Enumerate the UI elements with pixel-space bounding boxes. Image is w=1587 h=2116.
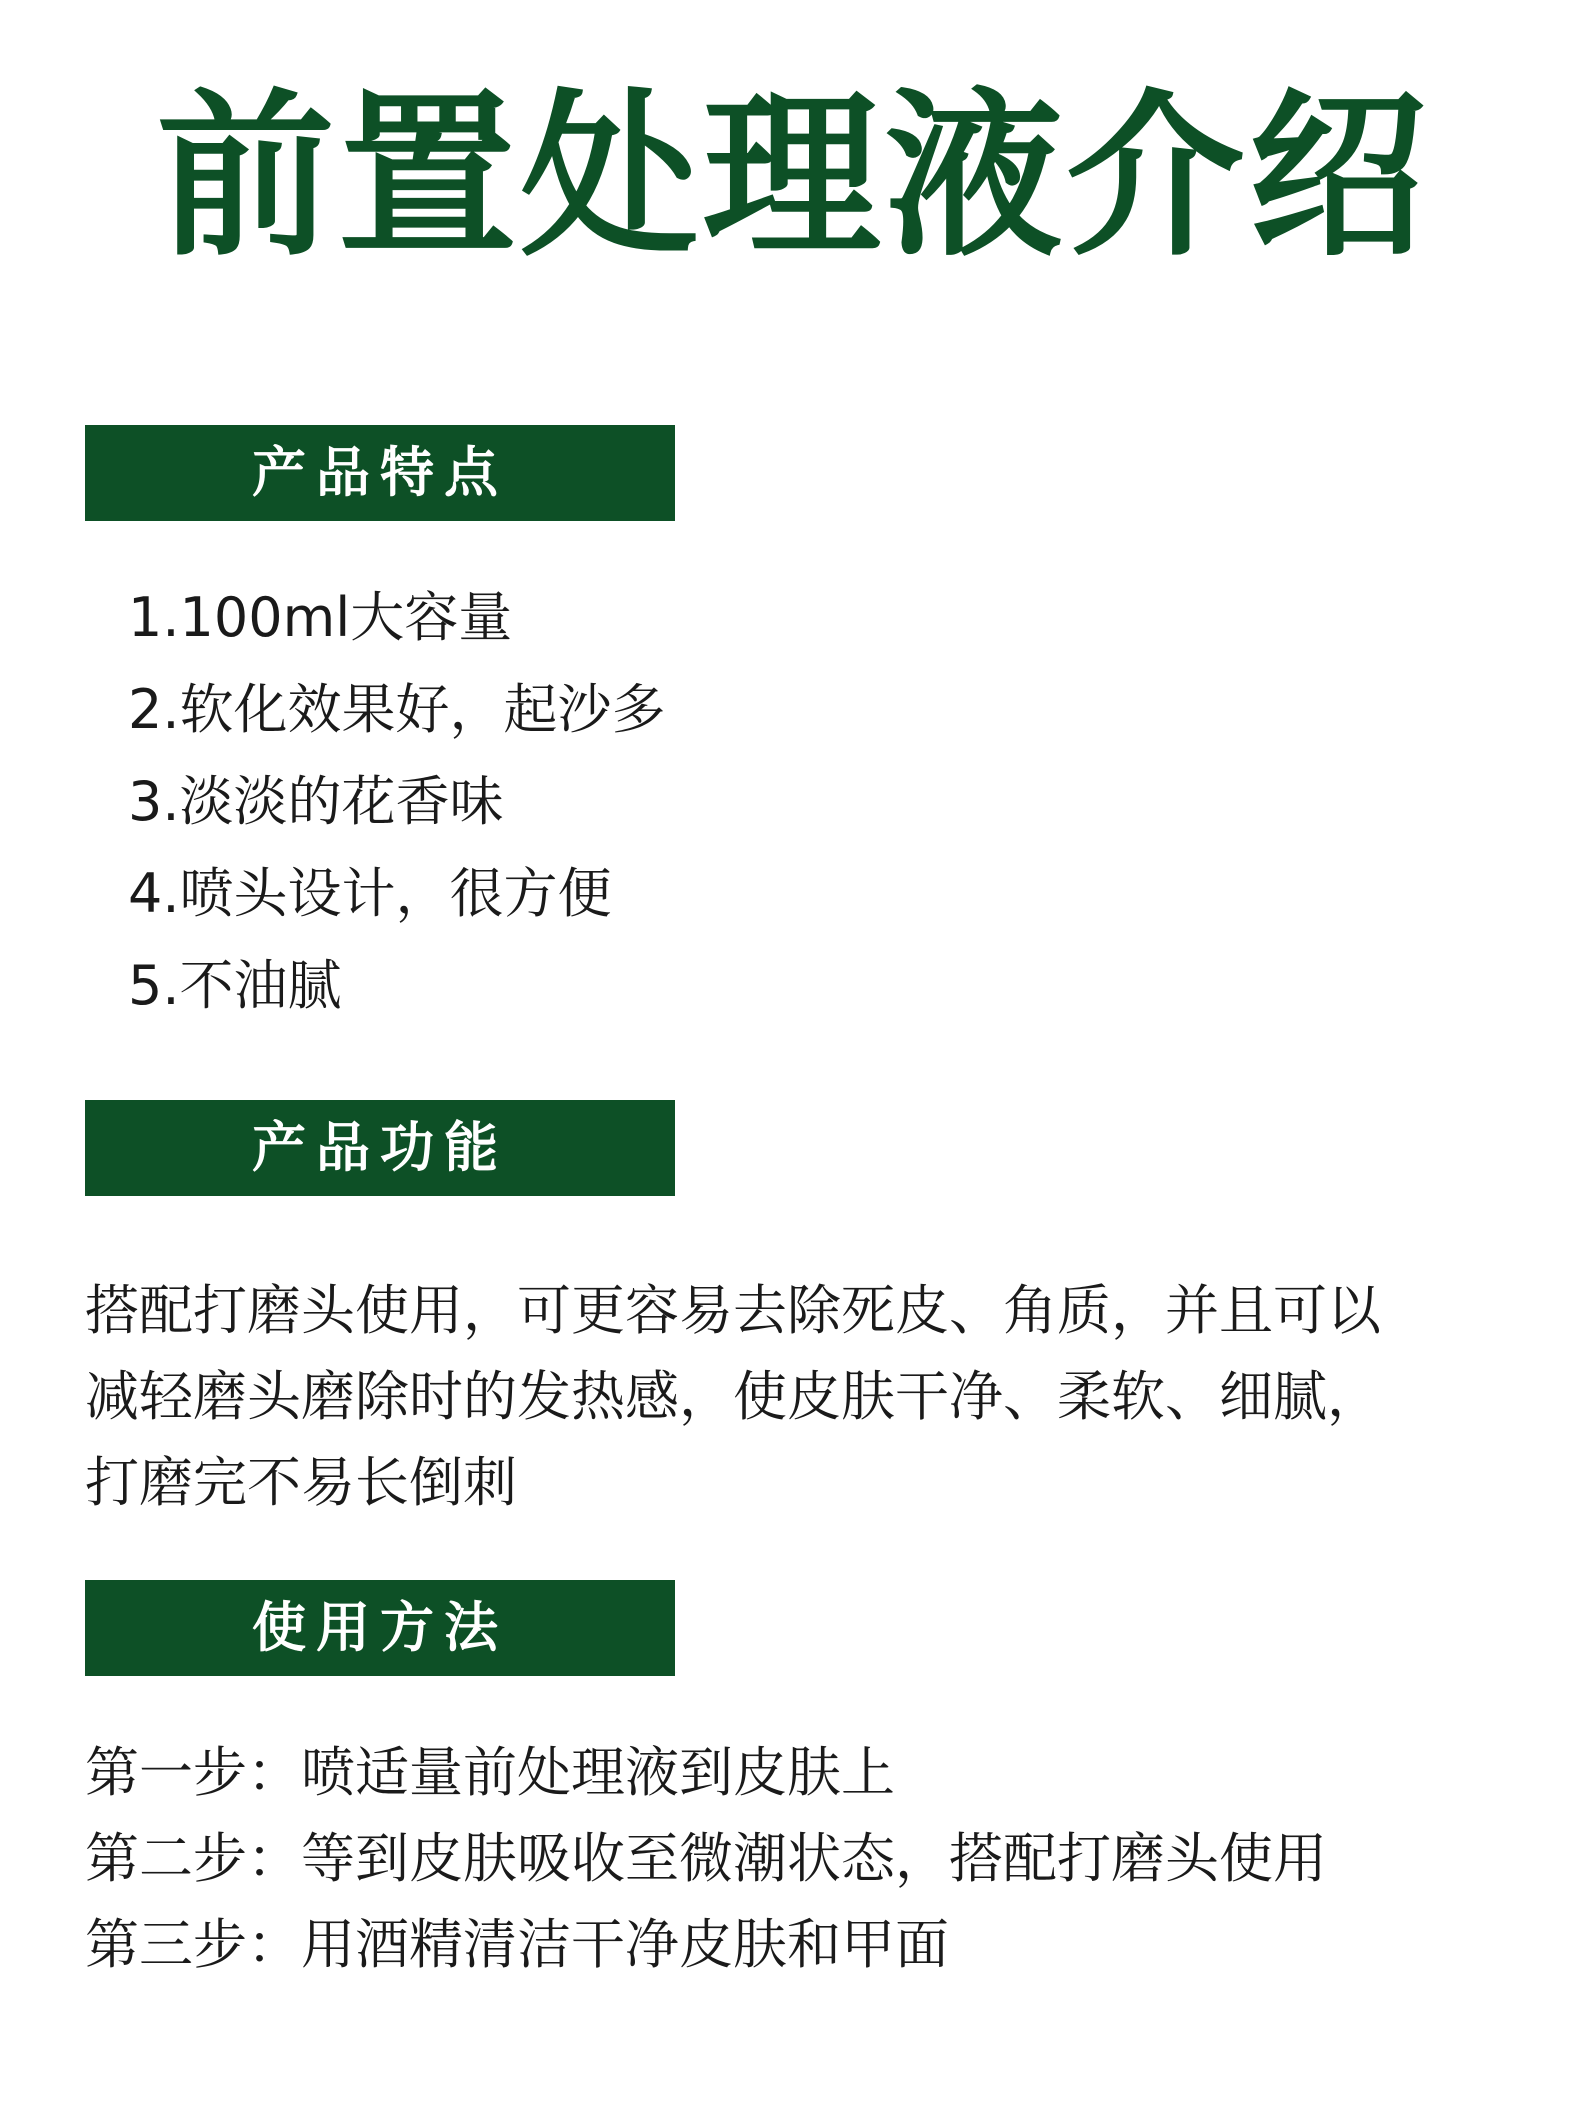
usage-step: 第一步：喷适量前处理液到皮肤上 [85,1741,895,1804]
page-title: 前置处理液介绍 [156,73,1431,280]
function-line: 打磨完不易长倒刺 [85,1451,517,1514]
list-item: 2.软化效果好，起沙多 [128,678,666,741]
usage-steps [85,1730,1327,1988]
function-description [85,1268,1505,1526]
usage-step: 第三步：用酒精清洁干净皮肤和甲面 [85,1913,949,1976]
list-item: 5.不油腻 [128,954,342,1017]
list-item: 3.淡淡的花香味 [128,770,504,833]
list-item: 4.喷头设计，很方便 [128,862,612,925]
feature-list [128,572,666,1032]
function-line: 搭配打磨头使用，可更容易去除死皮、角质，并且可以 [85,1279,1381,1342]
list-item: 1.100ml大容量 [128,586,513,649]
section-header-usage: 使用方法 [85,1580,675,1676]
section-header-functions: 产品功能 [85,1100,675,1196]
usage-step: 第二步：等到皮肤吸收至微潮状态，搭配打磨头使用 [85,1827,1327,1890]
function-line: 减轻磨头磨除时的发热感，使皮肤干净、柔软、细腻， [85,1365,1381,1428]
section-header-features: 产品特点 [85,425,675,521]
